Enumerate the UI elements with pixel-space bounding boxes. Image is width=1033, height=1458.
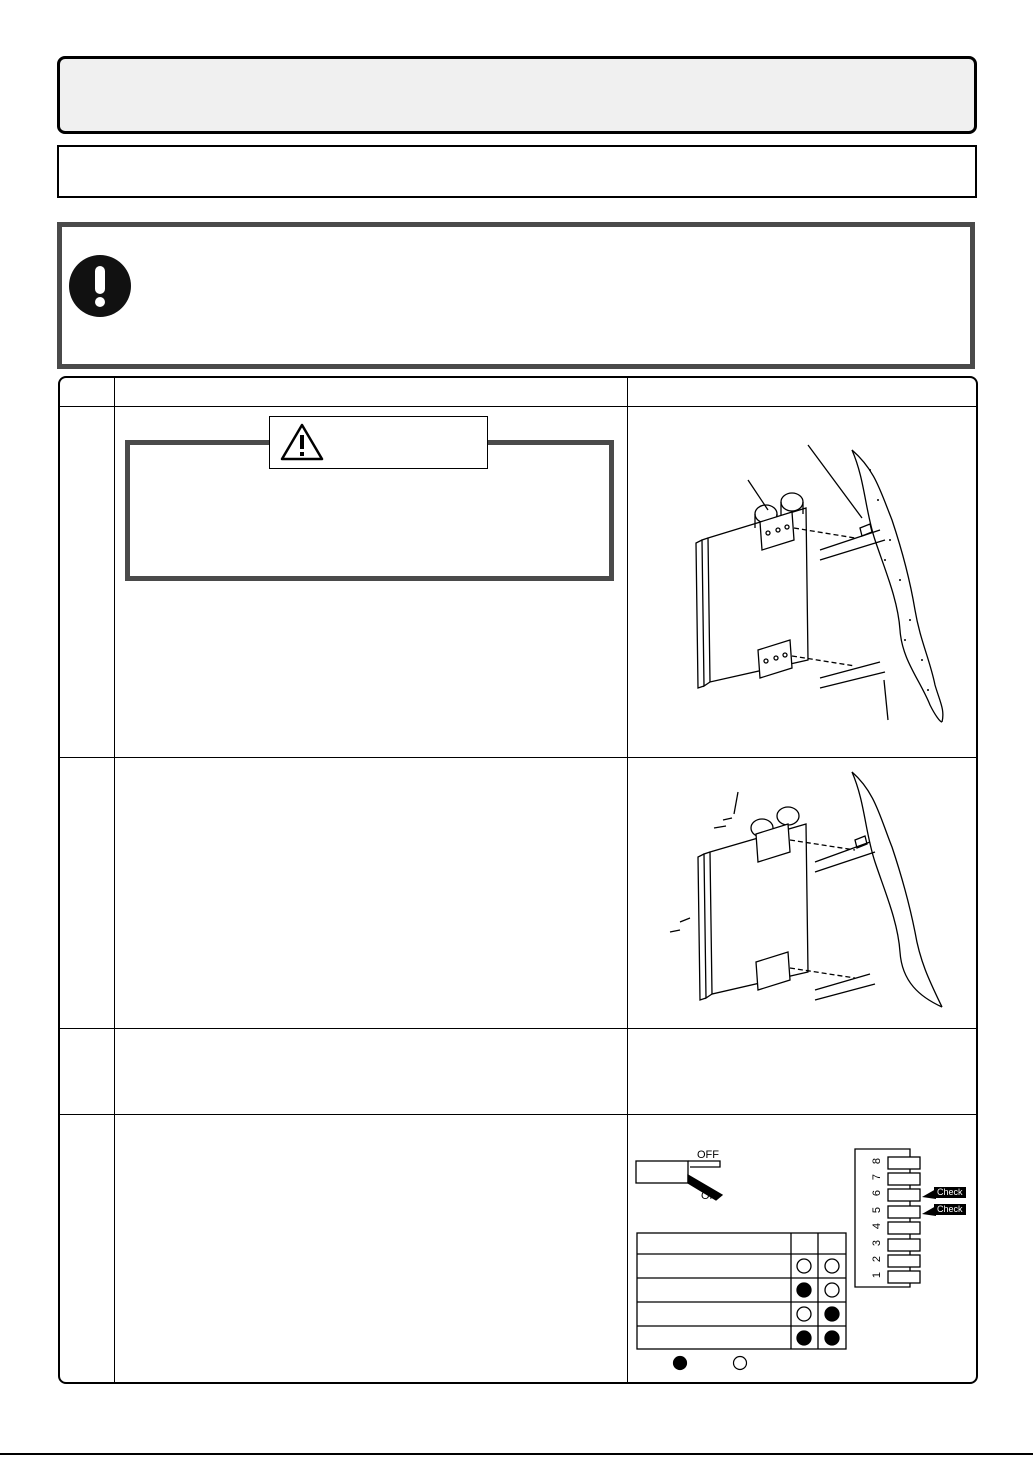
row-divider-3 (60, 1114, 976, 1115)
exclamation-circle-icon (68, 254, 132, 318)
row-divider-2 (60, 1028, 976, 1029)
switch-number-1: 1 (871, 1271, 884, 1279)
switch-number-5: 5 (871, 1206, 884, 1214)
warning-triangle-icon (279, 422, 325, 462)
dip-legend (672, 1355, 752, 1373)
page-title-box (57, 56, 977, 134)
mandatory-notice-box (57, 222, 975, 369)
header-row-divider (60, 406, 976, 407)
switch-number-2: 2 (871, 1255, 884, 1263)
dip-on-label: ON (701, 1190, 718, 1202)
page-bottom-rule (0, 1453, 1033, 1455)
column-divider-step (114, 378, 115, 1382)
switch-number-7: 7 (871, 1173, 884, 1181)
switch-number-8: 8 (871, 1157, 884, 1165)
row-divider-1 (60, 757, 976, 758)
check-tag-switch-5: Check (934, 1204, 966, 1215)
switch-number-6: 6 (871, 1189, 884, 1197)
switch-number-3: 3 (871, 1239, 884, 1247)
subtitle-box (57, 145, 977, 198)
dip-setting-table (636, 1232, 848, 1352)
dip-off-label: OFF (697, 1149, 719, 1161)
wall-mount-illustration-2 (630, 762, 975, 1024)
switch-number-4: 4 (871, 1222, 884, 1230)
check-tag-switch-6: Check (934, 1187, 966, 1198)
column-divider-figure (627, 378, 628, 1382)
wall-mount-illustration-1 (630, 410, 975, 755)
